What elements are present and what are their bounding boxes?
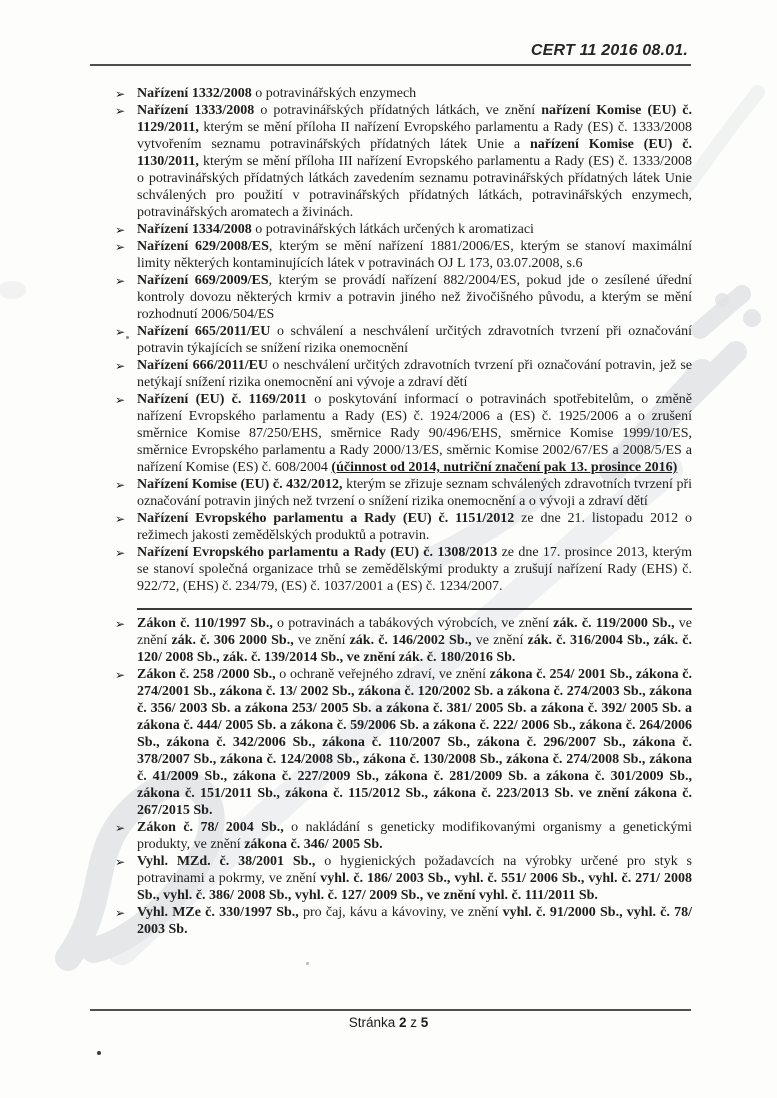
text-run: o schválení a neschválení určitých zdravotních tvrzení při označování potravin týkajících se snížení rizika onemocnění	[137, 324, 692, 356]
text-run: Nařízení 1334/2008	[137, 222, 252, 237]
text-run: Nařízení 629/2008/ES	[137, 239, 269, 254]
text-run: kterým se mění příloha II nařízení Evropského parlamentu a Rady (ES) č. 1333/2008 vytvořením seznamu potravinářských přídatných látek Unie a	[137, 120, 692, 152]
text-run: Nařízení 669/2009/ES	[137, 273, 269, 288]
arrow-bullet-icon: ➢	[115, 478, 126, 492]
arrow-bullet-icon: ➢	[115, 855, 126, 869]
arrow-bullet-icon: ➢	[115, 240, 126, 254]
arrow-bullet-icon: ➢	[115, 325, 126, 339]
text-run: zák. č. 146/2002 Sb.,	[349, 633, 472, 648]
text-run: nařízení Komise (EU) č. 1130/2011,	[137, 137, 692, 169]
list-item	[115, 221, 692, 238]
footer-prefix: Stránka	[348, 1015, 396, 1030]
footer-total-pages: 5	[420, 1015, 429, 1030]
footer-rule	[90, 1009, 691, 1011]
text-run: o poskytování informací o potravinách spotřebitelům, o změně nařízení Evropského parlamentu a Rady (ES) č. 1924/2006 a (ES) č. 1925/2006 a o zrušení směrnice Komise 87/250/EHS, směrnice Rady 90/496/EHS, směrnice Komise 1999/10/ES, směrnice Evropského parlamentu a Rady 2000/13/ES, směrnic Komise 2002/67/ES a 2008/5/ES a nařízení Komise (ES) č. 608/2004	[137, 392, 692, 475]
list-item	[115, 544, 692, 595]
list-item	[115, 819, 692, 853]
arrow-bullet-icon: ➢	[115, 274, 126, 288]
list-item	[115, 853, 692, 904]
list-item	[115, 476, 692, 510]
arrow-bullet-icon: ➢	[115, 223, 126, 237]
arrow-bullet-icon: ➢	[115, 906, 126, 920]
footer-current-page: 2	[398, 1015, 407, 1030]
document-body	[115, 85, 692, 938]
text-run: vyhl. č. 186/ 2003 Sb., vyhl. č. 551/ 2006 Sb., vyhl. č. 271/ 2008 Sb., vyhl. č. 386/ 2008 Sb., vyhl. č. 127/ 2009 Sb., ve znění vyhl. č. 111/2011 Sb.	[137, 871, 692, 903]
text-run: o potravinářských enzymech	[251, 86, 417, 101]
arrow-bullet-icon: ➢	[115, 668, 126, 682]
text-run: Zákon č. 78/ 2004 Sb.,	[137, 820, 284, 835]
list-item	[115, 357, 692, 391]
text-run: Vyhl. MZe č. 330/1997 Sb.,	[137, 905, 299, 920]
text-run: Nařízení Komise (EU) č. 432/2012,	[137, 477, 343, 492]
text-run: , kterým se provádí nařízení 882/2004/ES, pokud jde o zesílené úřední kontroly dovozu některých krmiv a potravin jiného než živočišného původu, a kterým se mění rozhodnutí 2006/504/ES	[137, 273, 692, 322]
text-run: Nařízení (EU) č. 1169/2011	[137, 392, 307, 407]
scan-speck	[306, 962, 309, 965]
text-run: o nakládání s geneticky modifikovanými organismy a genetickými produkty, ve znění	[137, 820, 692, 852]
text-run: o hygienických požadavcích na výrobky určené pro styk s potravinami a pokrmy, ve znění	[137, 854, 692, 886]
text-run: ze dne 21. listopadu 2012 o režimech jakosti zemědělských produktů a potravin.	[137, 511, 692, 543]
text-run: ze dne 17. prosince 2013, kterým se stanoví společná organizace trhů se zemědělskými produkty a zrušují nařízení Rady (EHS) č. 922/72, (EHS) č. 234/79, (ES) č. 1037/2001 a (ES) č. 1234/2007.	[137, 545, 692, 594]
list-item	[115, 85, 692, 102]
section-separator-rule	[137, 608, 692, 610]
text-run: nařízení Komise (EU) č. 1129/2011,	[137, 103, 693, 135]
arrow-bullet-icon: ➢	[115, 393, 126, 407]
page-number	[0, 1015, 777, 1030]
text-run: o potravinářských přídatných látkách, ve znění	[254, 103, 542, 118]
eu-regulations-list	[115, 85, 692, 595]
list-item	[115, 666, 692, 819]
arrow-bullet-icon: ➢	[115, 104, 126, 118]
text-run: kterým se zřizuje seznam schválených zdravotních tvrzení při označování potravin jiných než tvrzení o snížení rizika onemocnění a o vývoji a zdraví dětí	[137, 477, 693, 509]
scan-speck	[97, 1051, 101, 1055]
text-run: vyhl. č. 91/2000 Sb., vyhl. č. 78/ 2003 Sb.	[137, 905, 692, 937]
text-run: Nařízení 1332/2008	[137, 86, 252, 101]
text-run: zákona č. 346/ 2005 Sb.	[244, 837, 383, 852]
arrow-bullet-icon: ➢	[115, 821, 126, 835]
arrow-bullet-icon: ➢	[115, 87, 126, 101]
text-run: Zákon č. 258 /2000 Sb.,	[137, 667, 276, 682]
text-run: ve znění	[137, 616, 692, 648]
text-run: kterým se mění příloha III nařízení Evropského parlamentu a Rady (ES) č. 1333/2008 o potravinářských přídatných látkách zavedením seznamu potravinářských přídatných látek Unie schválených pro použití v potravinářských přídatných látkách, potravinářských enzymech, potravinářských aromatech a živinách.	[137, 154, 692, 220]
text-run: Nařízení 665/2011/EU	[137, 324, 271, 339]
text-run: Zákon č. 110/1997 Sb.,	[137, 616, 273, 631]
text-run: , kterým se mění nařízení 1881/2006/ES, kterým se stanoví maximální limity některých kontaminujících látek v potravinách OJ L 173, 03.07.2008, s.6	[137, 239, 692, 271]
text-run: (účinnost od 2014, nutriční značení pak 13. prosince 2016)	[331, 460, 678, 475]
text-run: o potravinách a tabákových výrobcích, ve znění	[272, 616, 554, 631]
text-run: zákona č. 254/ 2001 Sb., zákona č. 274/2001 Sb., zákona č. 13/ 2002 Sb., zákona č. 120/2002 Sb. a zákona č. 274/2003 Sb., zákona č. 356/ 2003 Sb. a zákona 253/ 2005 Sb. a zákona č. 381/ 2005 Sb. a zákona č. 392/ 2005 Sb. a zákona č. 444/ 2005 Sb. a zákona č. 59/2006 Sb. a zákona č. 222/ 2006 Sb., zákona č. 264/2006 Sb., zákona č. 342/2006 Sb., zákona č. 110/2007 Sb., zákona č. 296/2007 Sb., zákona č. 378/2007 Sb., zákona č. 124/2008 Sb., zákona č. 130/2008 Sb., zákona č. 274/2008 Sb., zákona č. 41/2009 Sb., zákona č. 227/2009 Sb., zákona č. 281/2009 Sb. a zákona č. 301/2009 Sb., zákona č. 151/2011 Sb., zákona č. 115/2012 Sb., zákona č. 223/2013 Sb. ve znění zákona č. 267/2015 Sb.	[137, 667, 692, 818]
arrow-bullet-icon: ➢	[115, 359, 126, 373]
text-run: Nařízení Evropského parlamentu a Rady (EU) č. 1151/2012	[137, 511, 515, 526]
arrow-bullet-icon: ➢	[115, 512, 126, 526]
text-run: ve znění	[293, 633, 350, 648]
header-rule	[90, 64, 691, 66]
arrow-bullet-icon: ➢	[115, 617, 126, 631]
list-item	[115, 238, 692, 272]
text-run: o potravinářských látkách určených k aromatizaci	[251, 222, 534, 237]
list-item	[115, 391, 692, 476]
text-run: Nařízení Evropského parlamentu a Rady (EU) č. 1308/2013	[137, 545, 498, 560]
text-run: zák. č. 119/2000 Sb.,	[553, 616, 675, 631]
text-run: pro čaj, kávu a kávoviny, ve znění	[298, 905, 503, 920]
list-item	[115, 615, 692, 666]
scan-speck	[126, 336, 129, 339]
text-run: zák. č. 316/2004 Sb., zák. č. 120/ 2008 Sb., zák. č. 139/2014 Sb., ve znění zák. č. 180/2016 Sb.	[137, 633, 692, 665]
list-item	[115, 510, 692, 544]
list-item	[115, 323, 692, 357]
list-item	[115, 904, 692, 938]
text-run: Nařízení 1333/2008	[137, 103, 255, 118]
document-code: CERT 11 2016 08.01.	[530, 42, 688, 59]
text-run: Vyhl. MZd. č. 38/2001 Sb.,	[137, 854, 316, 869]
list-item	[115, 272, 692, 323]
text-run: zák. č. 306 2000 Sb.,	[171, 633, 294, 648]
text-run: Nařízení 666/2011/EU	[137, 358, 269, 373]
text-run: o neschválení určitých zdravotních tvrzení při označování potravin, jež se netýkají snížení rizika onemocnění ani vývoje a zdraví dětí	[137, 358, 692, 390]
footer-of-word: z	[410, 1015, 418, 1030]
text-run: o ochraně veřejného zdraví, ve znění	[275, 667, 490, 682]
text-run: ve znění	[471, 633, 528, 648]
arrow-bullet-icon: ➢	[115, 546, 126, 560]
national-legislation-list	[115, 615, 692, 938]
list-item	[115, 102, 692, 221]
